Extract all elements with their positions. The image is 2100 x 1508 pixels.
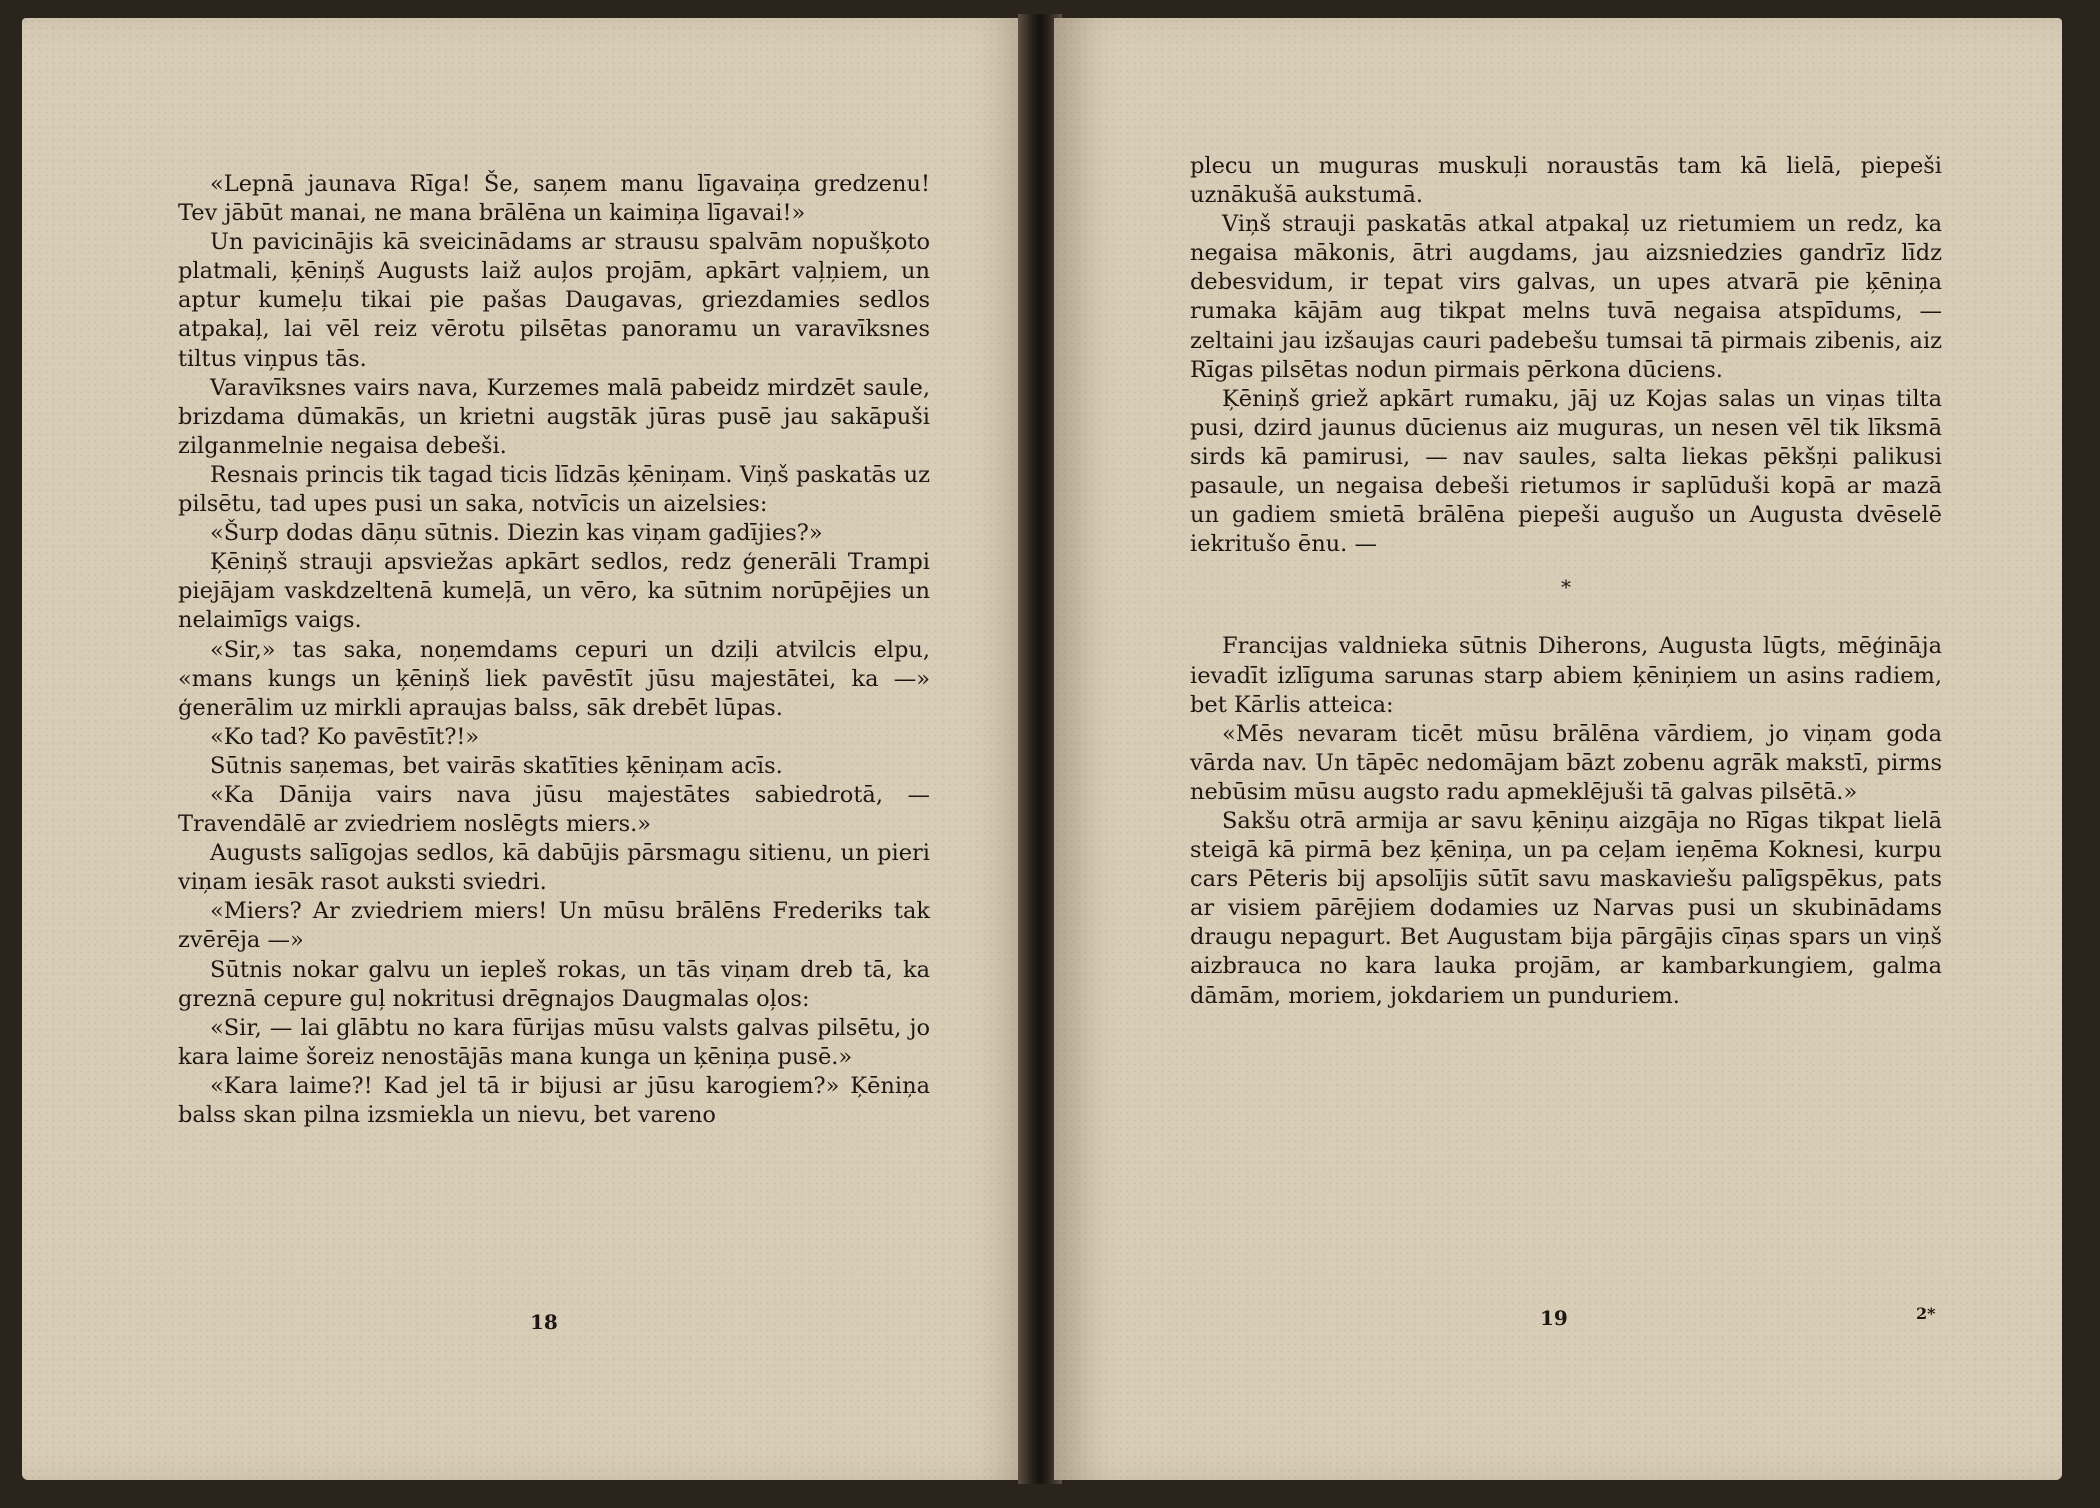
paragraph: «Ko tad? Ko pavēstīt?!» <box>210 723 480 750</box>
paragraph: «Kara laime?! Kad jel tā ir bijusi ar jūsu karogiem?» Ķēniņa balss skan pilna izsmiekla un nievu, bet vareno <box>178 1072 930 1128</box>
page-number-left: 18 <box>530 1310 558 1334</box>
paragraph: «Mēs nevaram ticēt mūsu brālēna vārdiem, jo viņam goda vārda nav. Un tāpēc nedomājam bāzt zobenu agrāk makstī, pirms nebūsim mūsu augsto radu apmeklējuši tā galvas pilsētā.» <box>1190 720 1942 805</box>
right-page-text <box>1190 152 1942 1011</box>
paragraph: «Ka Dānija vairs nava jūsu majestātes sabiedrotā, — Travendālē ar zviedriem noslēgts miers.» <box>178 781 930 838</box>
paragraph: «Sir, — lai glābtu no kara fūrijas mūsu valsts galvas pilsētu, jo kara laime šoreiz nenostājās mana kunga un ķēniņa pusē.» <box>178 1014 930 1070</box>
paragraph: plecu un muguras muskuļi noraustās tam kā lielā, piepeši uznākušā aukstumā. <box>1190 153 1942 209</box>
paragraph: Augusts salīgojas sedlos, kā dabūjis pārsmagu sitienu, un pieri viņam iesāk rasot auksti sviedri. <box>178 840 930 896</box>
paragraph: Sūtnis nokar galvu un iepleš rokas, un tās viņam dreb tā, ka greznā cepure guļ nokritusi drēgnajos Daugmalas oļos: <box>178 956 930 1012</box>
paragraph: Sakšu otrā armija ar savu ķēniņu aizgāja no Rīgas tikpat lielā steigā kā pirmā bez ķēniņa, un pa ceļam ieņēma Koknesi, kurpu cars Pēteris bij apsolījis sūtīt savu maskaviešu palīgspēkus, pats ar visiem pārējiem dodamies uz Narvas pusi un skubinādams draugu nepagurt. Bet Augustam bija pārgājis cīņas spars un viņš aizbrauca no kara lauka projām, ar kambarkungiem, galma dāmām, moriem, jokdariem un punduriem. <box>1190 807 1942 1009</box>
paragraph: «Lepnā jaunava Rīga! Še, saņem manu līgavaiņa gredzenu! Tev jābūt manai, ne mana brālēna un kaimiņa līgavai!» <box>178 171 930 227</box>
paragraph: Un pavicinājis kā sveicinādams ar strausu spalvām nopušķoto platmali, ķēniņš Augusts laiž auļos projām, apkārt vaļņiem, un aptur kumeļu tikai pie pašas Daugavas, griezdamies sedlos atpakaļ, lai vēl reiz vērotu pilsētas panoramu un varavīksnes tiltus viņpus tās. <box>178 229 930 372</box>
section-separator: * <box>1561 575 1571 600</box>
signature-mark: 2* <box>1916 1304 1936 1323</box>
left-page-text <box>178 170 930 1130</box>
paragraph: Varavīksnes vairs nava, Kurzemes malā pabeidz mirdzēt saule, brizdama dūmakās, un krietni augstāk jūras pusē jau sakāpuši zilganmelnie negaisa debeši. <box>178 374 930 459</box>
page-number-right: 19 <box>1540 1306 1568 1330</box>
paragraph: Ķēniņš griež apkārt rumaku, jāj uz Kojas salas un viņas tilta pusi, dzird jaunus dūcienus aiz muguras, un nesen vēl tik līksmā sirds kā pamirusi, — nav saules, salta liekas pēkšņi palikusi pasaule, un negaisa debeši rietumos ir saplūduši kopā ar mazā un gadiem smietā brālēna piepeši augušo un Augusta dvēselē iekritušo ēnu. — <box>1190 385 1942 558</box>
paragraph: «Miers? Ar zviedriem miers! Un mūsu brālēns Frederiks tak zvērēja —» <box>178 898 930 954</box>
paragraph: Resnais princis tik tagad ticis līdzās ķēniņam. Viņš paskatās uz pilsētu, tad upes pusi un saka, notvīcis un aizelsies: <box>178 461 930 518</box>
paragraph: Francijas valdnieka sūtnis Diherons, Augusta lūgts, mēģināja ievadīt izlīguma sarunas starp abiem ķēniņiem un asins radiem, bet Kārlis atteica: <box>1190 633 1942 718</box>
left-page <box>22 18 1034 1480</box>
right-page <box>1054 18 2062 1480</box>
paragraph: Ķēniņš strauji apsviežas apkārt sedlos, redz ģenerāli Trampi piejājam vaskdzeltenā kumeļā, un vēro, ka sūtnim norūpējies un nelaimīgs vaigs. <box>178 549 930 634</box>
paragraph: «Sir,» tas saka, noņemdams cepuri un dziļi atvilcis elpu, «mans kungs un ķēniņš liek pavēstīt jūsu majestātei, ka —» ģenerālim uz mirkli apraujas balss, sāk drebēt lūpas. <box>178 636 930 721</box>
paragraph: Sūtnis saņemas, bet vairās skatīties ķēniņam acīs. <box>210 752 783 779</box>
paragraph: «Šurp dodas dāņu sūtnis. Diezin kas viņam gadījies?» <box>210 520 823 547</box>
paragraph: Viņš strauji paskatās atkal atpakaļ uz rietumiem un redz, ka negaisa mākonis, ātri augdams, jau aizsniedzies gandrīz līdz debesvidum, ir tepat virs galvas, un upes atvarā pie ķēniņa rumaka kājām aug tikpat melns tuvā negaisa atspīdums, — zeltaini jau izšaujas cauri padebešu tumsai tā pirmais zibenis, aiz Rīgas pilsētas nodun pirmais pērkona dūciens. <box>1190 211 1942 383</box>
